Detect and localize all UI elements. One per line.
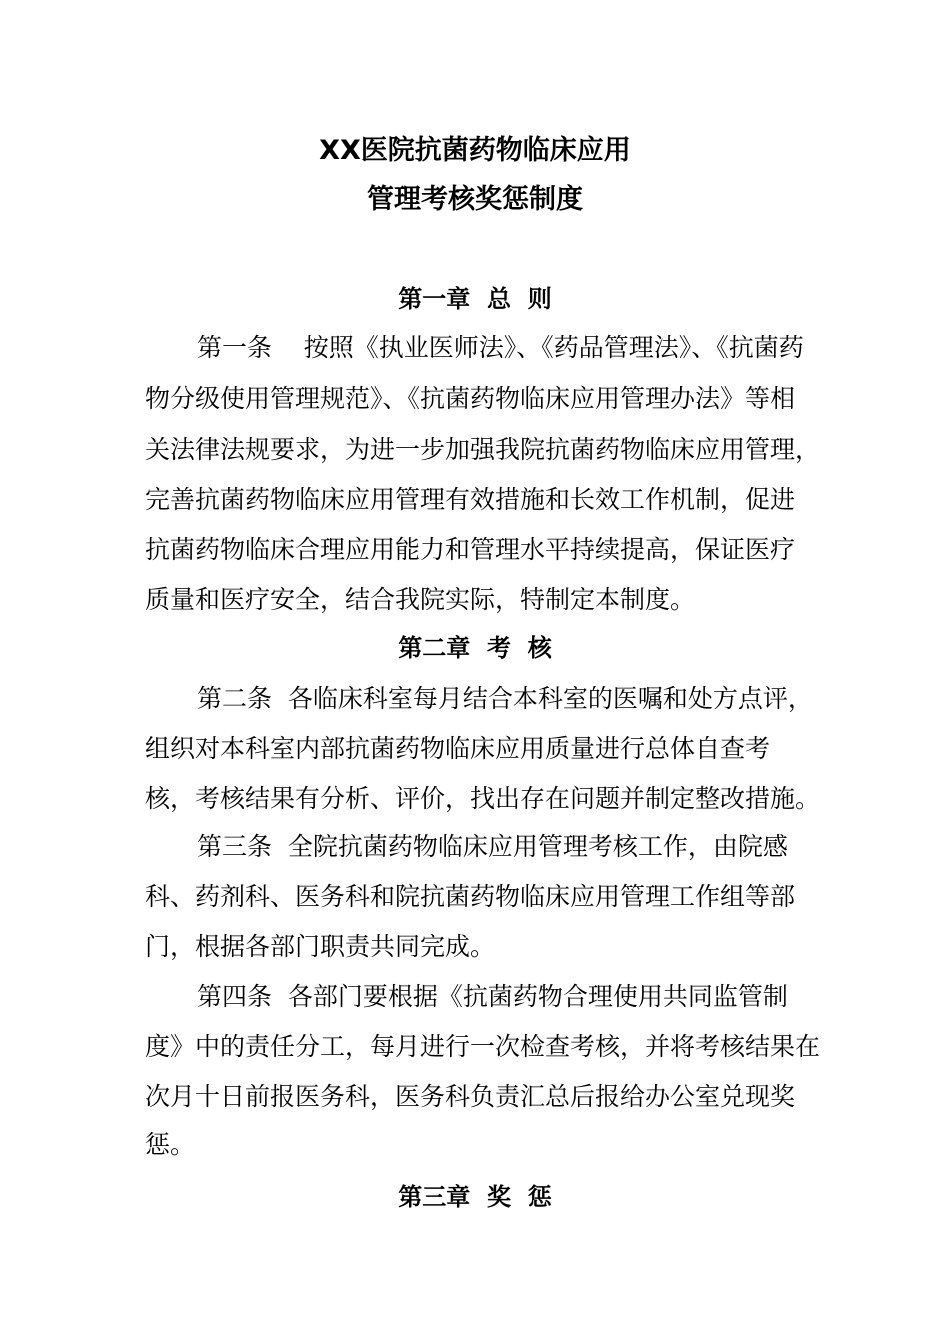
article-line: 第四条 各部门要根据《抗菌药物合理使用共同监管制 <box>197 982 788 1011</box>
article-line: 完善抗菌药物临床应用管理有效措施和长效工作机制，促进 <box>145 485 796 514</box>
chapter-heading: 第三章 奖 惩 <box>398 1183 552 1211</box>
article-line: 质量和医疗安全，结合我院实际，特制定本制度。 <box>145 585 696 614</box>
article-line: 第二条 各临床科室每月结合本科室的医嘱和处方点评， <box>197 684 813 713</box>
article-line: 关法律法规要求，为进一步加强我院抗菌药物临床应用管理， <box>145 435 821 464</box>
article-line: 物分级使用管理规范》、《抗菌药物临床应用管理办法》等相 <box>145 384 796 413</box>
document-title-line-2: 管理考核奖惩制度 <box>367 184 583 215</box>
article-line: 惩。 <box>145 1130 196 1159</box>
document-title-line-1: XX医院抗菌药物临床应用 <box>319 135 631 166</box>
article-line: 抗菌药物临床合理应用能力和管理水平持续提高，保证医疗 <box>145 535 796 564</box>
article-line: 科、药剂科、医务科和院抗菌药物临床应用管理工作组等部 <box>145 882 796 911</box>
article-line: 度》中的责任分工，每月进行一次检查考核，并将考核结果在 <box>145 1032 821 1061</box>
article-line: 组织对本科室内部抗菌药物临床应用质量进行总体自查考 <box>145 734 771 763</box>
article-line: 门，根据各部门职责共同完成。 <box>145 932 496 961</box>
article-line: 核，考核结果有分析、评价，找出存在问题并制定整改措施。 <box>145 784 821 813</box>
article-line: 第三条 全院抗菌药物临床应用管理考核工作，由院感 <box>197 832 788 861</box>
chapter-heading: 第一章 总 则 <box>398 285 552 313</box>
article-line: 次月十日前报医务科，医务科负责汇总后报给办公室兑现奖 <box>145 1082 796 1111</box>
article-line: 第一条 按照《执业医师法》、《药品管理法》、《抗菌药 <box>197 333 804 362</box>
chapter-heading: 第二章 考 核 <box>398 634 552 662</box>
